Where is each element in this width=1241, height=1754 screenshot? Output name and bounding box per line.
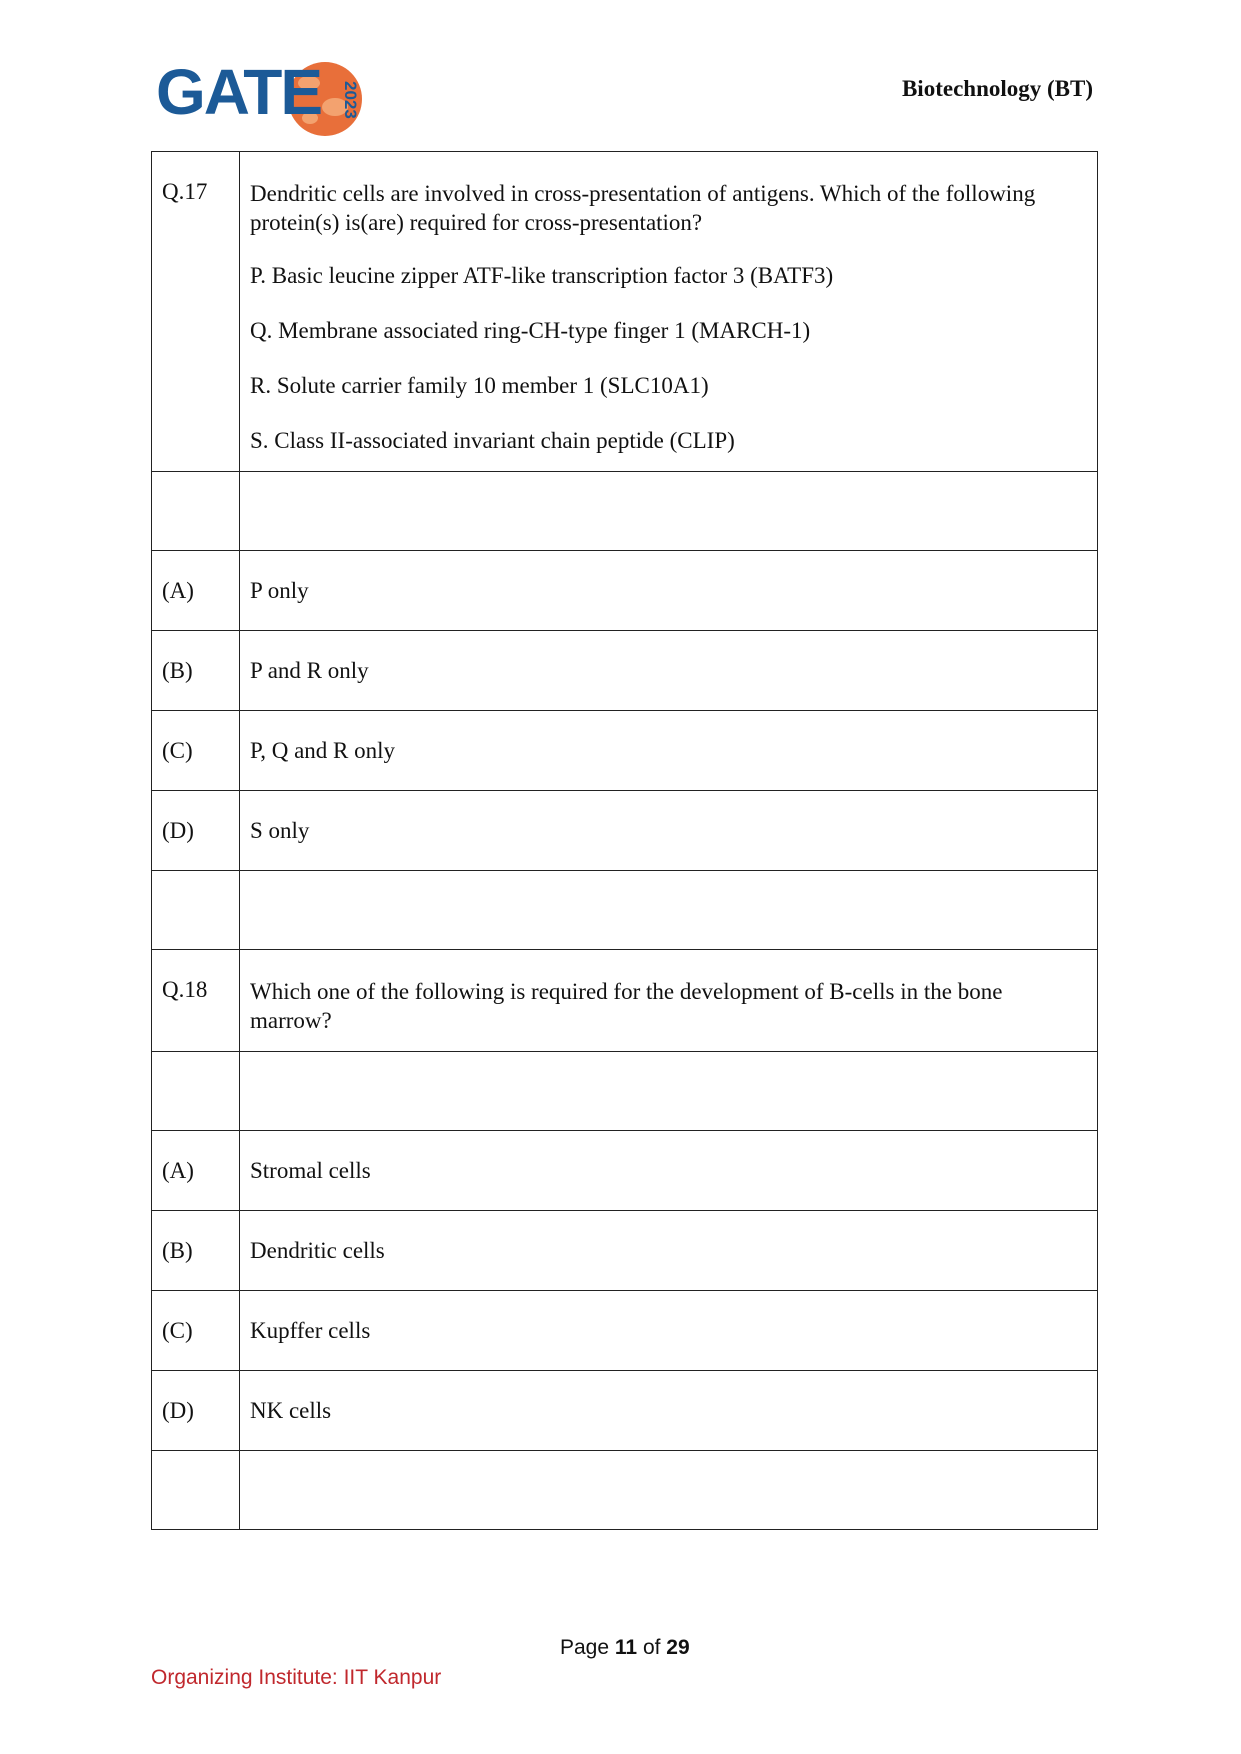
page-current: 11 [614,1636,638,1659]
option-label: (C) [152,1291,240,1371]
blank-row [152,871,1098,950]
option-row [152,631,1098,711]
option-label: (B) [152,1211,240,1291]
statement-s: S. Class II-associated invariant chain peptide (CLIP) [250,428,735,453]
question-number: Q.17 [152,152,240,472]
option-label: (B) [152,631,240,711]
statement-q: Q. Membrane associated ring-CH-type finger 1 (MARCH-1) [250,318,811,343]
option-row [152,791,1098,871]
option-text: P, Q and R only [240,711,1098,791]
question-row [152,950,1098,1052]
question-stem: Which one of the following is required for the development of B-cells in the bone marrow? [250,979,1003,1033]
gate-logo [156,56,360,138]
blank-row [152,1052,1098,1131]
question-stem: Dendritic cells are involved in cross-presentation of antigens. Which of the following protein(s) is(are) required for cross-presentation? [250,181,1036,235]
statement-p: P. Basic leucine zipper ATF-like transcription factor 3 (BATF3) [250,263,834,288]
subject-title: Biotechnology (BT) [901,76,1093,101]
logo-text: GATE [156,56,322,128]
option-row [152,711,1098,791]
page-of: of [642,1636,661,1659]
option-label: (A) [152,1131,240,1211]
option-text: P only [240,551,1098,631]
option-label: (D) [152,1371,240,1451]
option-row [152,1371,1098,1451]
organizing-institute: Organizing Institute: IIT Kanpur [151,1666,442,1689]
option-text: Kupffer cells [240,1291,1098,1371]
statement-r: R. Solute carrier family 10 member 1 (SLC10A1) [250,373,709,398]
question-table [151,151,1098,1530]
option-label: (A) [152,551,240,631]
option-row [152,551,1098,631]
question-text [240,152,1098,472]
logo-year: 2023 [341,81,360,119]
option-label: (D) [152,791,240,871]
option-text: P and R only [240,631,1098,711]
option-text: NK cells [240,1371,1098,1451]
blank-row [152,472,1098,551]
option-label: (C) [152,711,240,791]
option-text: Stromal cells [240,1131,1098,1211]
option-text: S only [240,791,1098,871]
page-number [560,1636,690,1660]
option-row [152,1131,1098,1211]
page-prefix: Page [560,1636,610,1659]
blank-row [152,1451,1098,1530]
option-text: Dendritic cells [240,1211,1098,1291]
option-row [152,1211,1098,1291]
page-total: 29 [666,1636,690,1659]
question-text [240,950,1098,1052]
question-number: Q.18 [152,950,240,1052]
question-row [152,152,1098,472]
option-row [152,1291,1098,1371]
